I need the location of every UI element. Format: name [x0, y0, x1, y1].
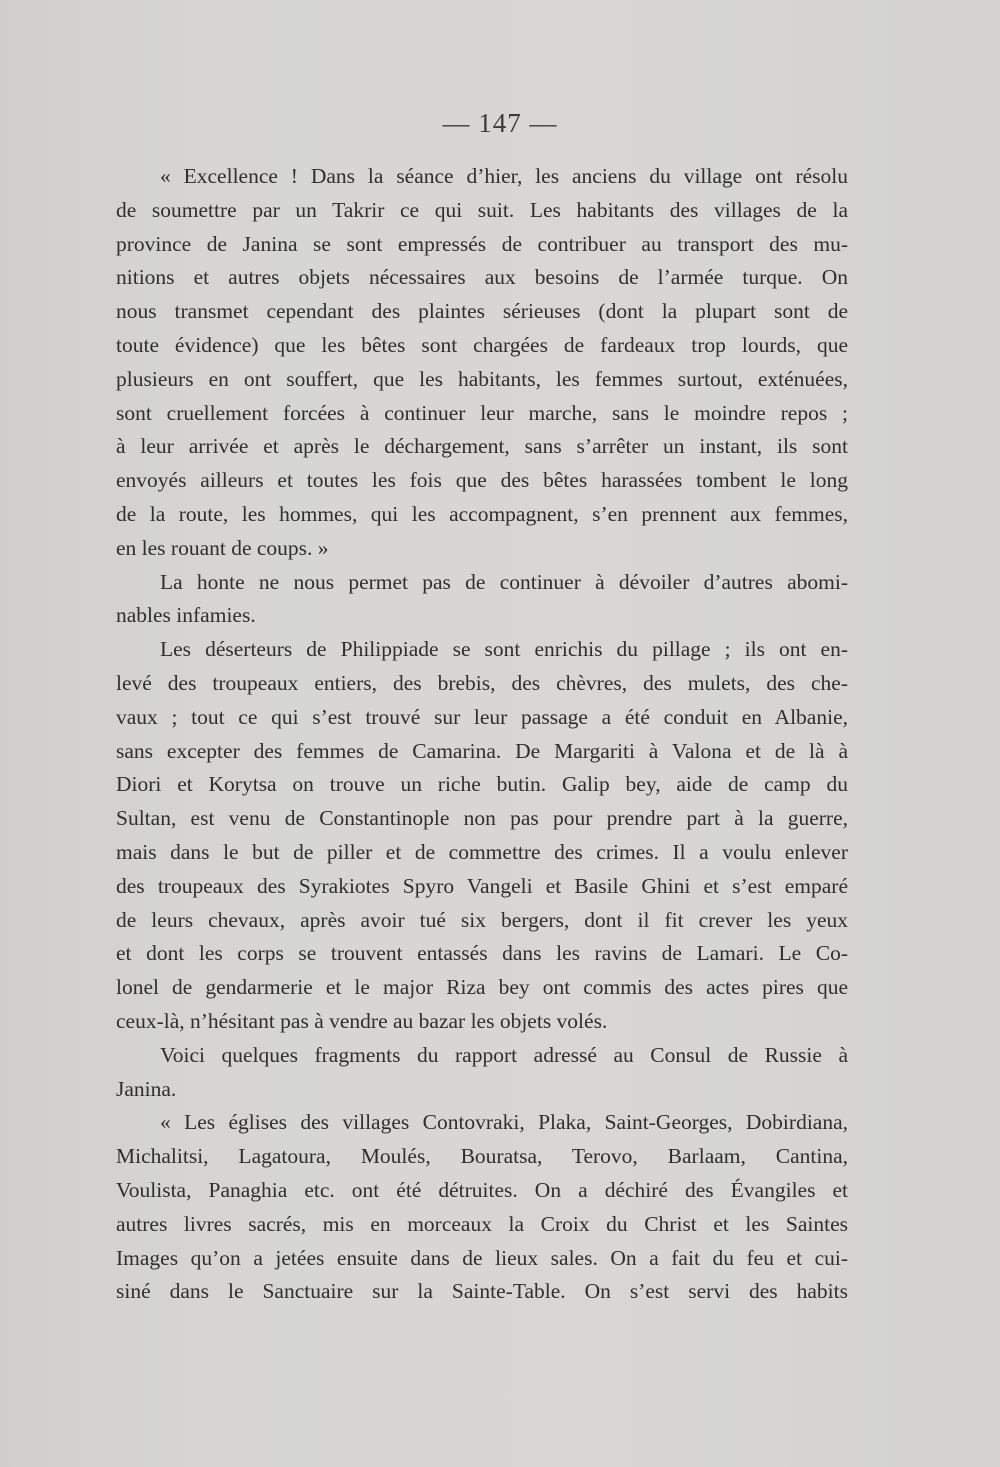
text-line: envoyés ailleurs et toutes les fois que des bêtes harassées tombent le long: [116, 468, 848, 493]
text-line: « Excellence ! Dans la séance d’hier, les anciens du village ont résolu: [160, 164, 848, 188]
text-line: sans excepter des femmes de Camarina. De Margariti à Valona et de là à: [116, 738, 848, 763]
text-line: vaux ; tout ce qui s’est trouvé sur leur passage a été conduit en Albanie,: [116, 704, 848, 729]
text-line: de soumettre par un Takrir ce qui suit. Les habitants des villages de la: [116, 197, 848, 222]
text-line: mais dans le but de piller et de commettre des crimes. Il a voulu enlever: [116, 839, 848, 864]
text-line: Sultan, est venu de Constantinople non pas pour prendre part à la guerre,: [116, 806, 848, 831]
text-line: en les rouant de coups. »: [116, 535, 329, 560]
text-line: Voici quelques fragments du rapport adressé au Consul de Russie à: [160, 1042, 848, 1067]
text-line: levé des troupeaux entiers, des brebis, des chèvres, des mulets, des che-: [116, 670, 848, 695]
text-line: des troupeaux des Syrakiotes Spyro Vangeli et Basile Ghini et s’est emparé: [116, 873, 848, 898]
text-line: Janina.: [116, 1076, 177, 1101]
text-line: nables infamies.: [116, 603, 256, 628]
text-line: à leur arrivée et après le déchargement, sans s’arrêter un instant, ils sont: [116, 434, 848, 459]
text-line: Michalitsi, Lagatoura, Moulés, Bouratsa, Terovo, Barlaam, Cantina,: [116, 1144, 848, 1169]
text-line: sont cruellement forcées à continuer leur marche, sans le moindre repos ;: [116, 400, 848, 425]
text-line: Voulista, Panaghia etc. ont été détruites. On a déchiré des Évangiles et: [116, 1177, 848, 1202]
text-line: plusieurs en ont souffert, que les habitants, les femmes surtout, exténuées,: [116, 366, 848, 391]
page-number: — 147 —: [442, 108, 558, 138]
text-line: nous transmet cependant des plaintes sérieuses (dont la plupart sont de: [116, 299, 848, 324]
text-line: ceux-là, n’hésitant pas à vendre au bazar les objets volés.: [116, 1008, 608, 1033]
text-line: Images qu’on a jetées ensuite dans de lieux sales. On a fait du feu et cui-: [116, 1245, 848, 1270]
text-line: « Les églises des villages Contovraki, Plaka, Saint-Georges, Dobirdiana,: [160, 1110, 848, 1135]
text-line: siné dans le Sanctuaire sur la Sainte-Table. On s’est servi des habits: [116, 1279, 848, 1304]
text-line: La honte ne nous permet pas de continuer à dévoiler d’autres abomi-: [160, 569, 848, 594]
text-line: lonel de gendarmerie et le major Riza bey ont commis des actes pires que: [116, 975, 848, 1000]
body-text: [116, 160, 848, 1309]
text-line: toute évidence) que les bêtes sont chargées de fardeaux trop lourds, que: [116, 332, 848, 357]
text-line: Les déserteurs de Philippiade se sont enrichis du pillage ; ils ont en-: [160, 637, 848, 662]
text-line: et dont les corps se trouvent entassés dans les ravins de Lamari. Le Co-: [116, 941, 848, 966]
text-line: autres livres sacrés, mis en morceaux la Croix du Christ et les Saintes: [116, 1211, 848, 1236]
text-line: de la route, les hommes, qui les accompagnent, s’en prennent aux femmes,: [116, 501, 848, 526]
text-line: nitions et autres objets nécessaires aux besoins de l’armée turque. On: [116, 265, 848, 290]
text-line: province de Janina se sont empressés de contribuer au transport des mu-: [116, 231, 848, 256]
text-line: de leurs chevaux, après avoir tué six bergers, dont il fit crever les yeux: [116, 907, 848, 932]
text-line: Diori et Korytsa on trouve un riche butin. Galip bey, aide de camp du: [116, 772, 848, 797]
